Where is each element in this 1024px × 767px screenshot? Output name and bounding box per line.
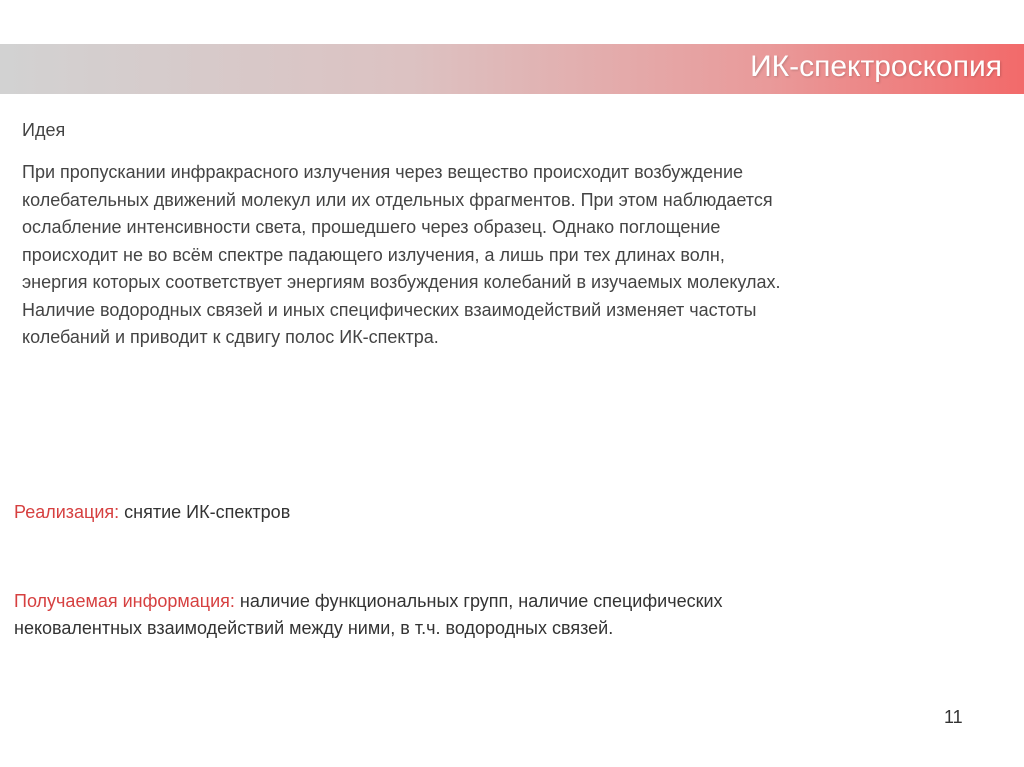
info-line-2: нековалентных взаимодействий между ними, в т.ч. водородных связей. bbox=[14, 618, 614, 638]
idea-paragraph bbox=[22, 159, 1002, 352]
realization-label: Реализация: bbox=[14, 502, 120, 522]
idea-line: ослабление интенсивности света, прошедшего через образец. Однако поглощение bbox=[22, 217, 721, 237]
info-text-1: наличие функциональных групп, наличие специфических bbox=[234, 591, 723, 611]
idea-heading: Идея bbox=[22, 120, 66, 140]
idea-line: При пропускании инфракрасного излучения через вещество происходит возбуждение bbox=[22, 162, 744, 182]
idea-line: энергия которых соответствует энергиям возбуждения колебаний в изучаемых молекулах. bbox=[22, 272, 781, 292]
page-number: 11 bbox=[944, 707, 963, 727]
idea-line: колебательных движений молекул или их отдельных фрагментов. При этом наблюдается bbox=[22, 189, 773, 210]
idea-line: происходит не во всём спектре падающего излучения, а лишь при тех длинах волн, bbox=[22, 244, 725, 265]
slide-title: ИК-спектроскопия bbox=[750, 50, 1002, 83]
info-line-1 bbox=[14, 588, 723, 615]
realization-text: снятие ИК-спектров bbox=[119, 502, 291, 522]
idea-line: колебаний и приводит к сдвигу полос ИК-спектра. bbox=[22, 327, 439, 347]
idea-line: Наличие водородных связей и иных специфических взаимодействий изменяет частоты bbox=[22, 299, 757, 320]
info-block bbox=[14, 588, 723, 642]
title-bar bbox=[0, 44, 1024, 94]
info-label: Получаемая информация: bbox=[14, 591, 235, 611]
realization-line bbox=[14, 502, 290, 523]
